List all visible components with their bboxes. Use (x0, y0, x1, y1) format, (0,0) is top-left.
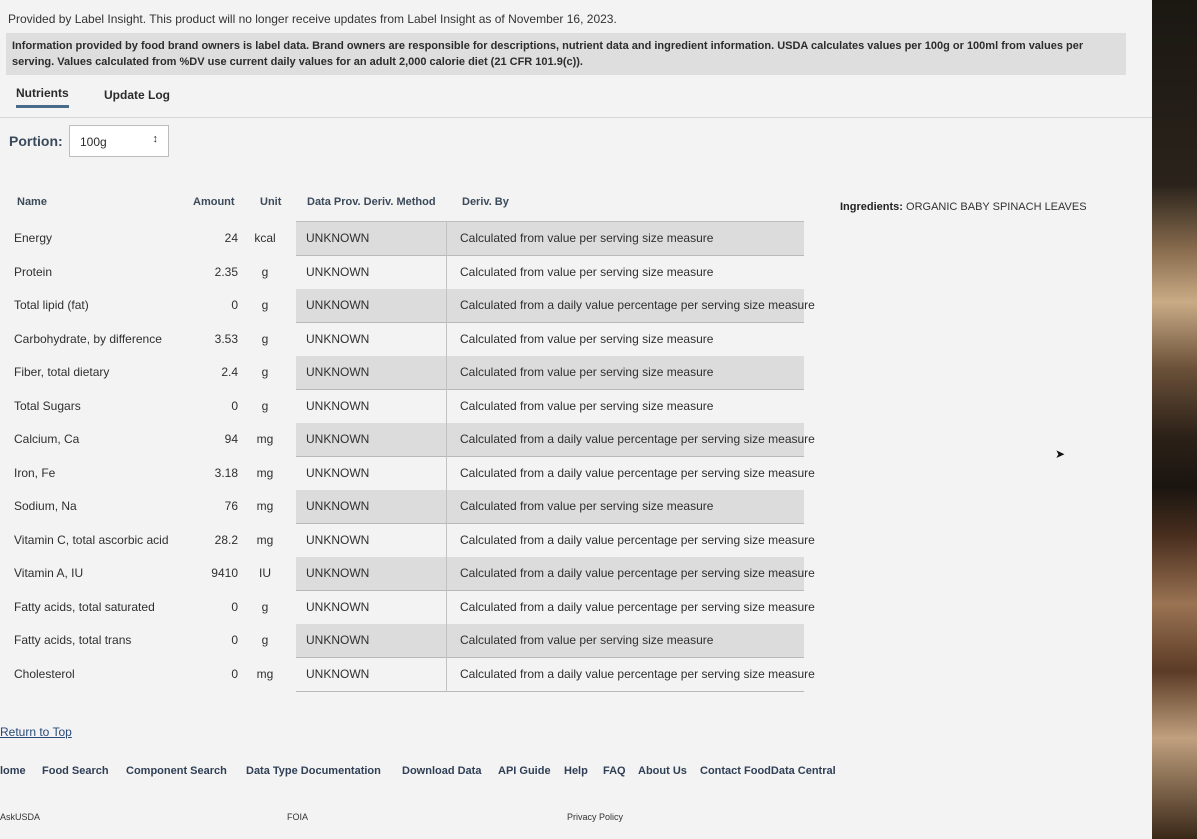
tabs-divider (0, 117, 1152, 118)
footer-link-contact[interactable]: Contact FoodData Central (700, 765, 836, 777)
nutrient-deriv-by: Calculated from a daily value percentage per serving size measure (460, 566, 815, 580)
footer-link-faq[interactable]: FAQ (603, 765, 626, 777)
nutrient-name: Total Sugars (14, 398, 81, 413)
nutrient-name: Vitamin C, total ascorbic acid (14, 532, 169, 547)
nutrient-unit: mg (256, 532, 274, 547)
table-row (0, 490, 810, 524)
nutrient-method: UNKNOWN (306, 432, 370, 446)
ingredients (840, 201, 1087, 213)
nutrient-deriv-by: Calculated from value per serving size measure (460, 231, 714, 245)
nutrient-unit: g (261, 633, 269, 647)
nutrient-method: UNKNOWN (306, 666, 370, 681)
nutrient-deriv-by: Calculated from value per serving size measure (460, 398, 714, 413)
nutrient-name: Fatty acids, total trans (14, 633, 132, 647)
table-row (0, 591, 815, 625)
ingredients-label: Ingredients: (840, 201, 903, 213)
select-arrows-icon: ↕ (152, 133, 158, 145)
table-row (0, 524, 815, 558)
return-to-top-link[interactable]: Return to Top (0, 725, 72, 739)
nutrient-amount: 2.35 (214, 264, 238, 279)
label-data-info-box: Information provided by food brand owners is label data. Brand owners are responsible for descriptions, nutrient data and ingredient information. USDA calculates values per 100g or 100ml from values per serving. Values calculated from %DV use current daily values for an adult 2,000 calorie diet (21 CFR 101.9(c)). (6, 33, 1126, 75)
footer-link-foia[interactable]: FOIA (287, 812, 309, 822)
nutrient-name: Total lipid (fat) (14, 298, 89, 312)
header-deriv-by: Deriv. By (462, 196, 509, 208)
nutrient-unit: mg (256, 465, 274, 480)
nutrient-amount: 9410 (211, 566, 238, 580)
nutrient-deriv-by: Calculated from value per serving size measure (460, 499, 714, 513)
footer-link-askusda[interactable]: AskUSDA (0, 812, 41, 822)
table-row (0, 356, 810, 390)
nutrient-method: UNKNOWN (306, 331, 370, 346)
nutrient-method: UNKNOWN (306, 298, 370, 312)
nutrient-method: UNKNOWN (306, 566, 370, 580)
column-divider (446, 490, 447, 524)
table-row (0, 390, 810, 424)
nutrient-amount: 3.18 (214, 465, 238, 480)
nutrient-method: UNKNOWN (306, 231, 370, 245)
nutrient-unit: g (261, 264, 269, 279)
nutrient-amount: 2.4 (221, 365, 238, 379)
table-row (0, 624, 810, 658)
nutrient-name: Energy (14, 231, 53, 245)
nutrient-amount: 0 (231, 633, 238, 647)
label-insight-notice: Provided by Label Insight. This product will no longer receive updates from Label Insight as of November 16, 2023. (8, 12, 617, 26)
table-row (0, 222, 810, 256)
nutrient-method: UNKNOWN (306, 465, 370, 480)
nutrient-name: Sodium, Na (14, 499, 77, 513)
nutrient-amount: 0 (231, 398, 238, 413)
table-row (0, 323, 810, 357)
nutrient-deriv-by: Calculated from a daily value percentage per serving size measure (460, 599, 815, 614)
nutrient-amount: 24 (224, 231, 238, 245)
nutrient-method: UNKNOWN (306, 264, 370, 279)
nutrient-deriv-by: Calculated from a daily value percentage per serving size measure (460, 532, 815, 547)
column-divider (446, 222, 447, 256)
nutrient-method: UNKNOWN (306, 599, 370, 614)
table-row (0, 423, 815, 457)
portion-label: Portion: (9, 133, 63, 149)
column-divider (446, 624, 447, 658)
table-row (0, 256, 810, 290)
nutrient-amount: 28.2 (214, 532, 238, 547)
column-divider (446, 256, 447, 290)
nutrient-unit: kcal (254, 231, 276, 245)
table-row (0, 457, 815, 491)
nutrient-deriv-by: Calculated from a daily value percentage per serving size measure (460, 432, 815, 446)
nutrient-amount: 0 (231, 666, 238, 681)
nutrient-name: Cholesterol (14, 666, 75, 681)
ingredients-value: ORGANIC BABY SPINACH LEAVES (906, 201, 1087, 213)
column-divider (446, 457, 447, 491)
nutrient-unit: g (261, 298, 269, 312)
footer-link-data-type-docs[interactable]: Data Type Documentation (246, 765, 381, 777)
nutrient-name: Vitamin A, IU (14, 566, 84, 580)
nutrient-amount: 0 (231, 298, 238, 312)
nutrient-name: Carbohydrate, by difference (14, 331, 162, 346)
nutrient-method: UNKNOWN (306, 398, 370, 413)
column-divider (446, 289, 447, 323)
column-divider (446, 323, 447, 357)
nutrient-method: UNKNOWN (306, 633, 370, 647)
nutrient-name: Calcium, Ca (14, 432, 80, 446)
portion-select[interactable] (69, 125, 169, 157)
footer-link-api-guide[interactable]: API Guide (498, 765, 551, 777)
footer-link-component-search[interactable]: Component Search (126, 765, 227, 777)
nutrient-name: Fatty acids, total saturated (14, 599, 155, 614)
column-divider (446, 591, 447, 625)
nutrient-deriv-by: Calculated from value per serving size measure (460, 365, 714, 379)
table-row (0, 658, 815, 692)
footer-link-food-search[interactable]: Food Search (42, 765, 109, 777)
nutrient-amount: 76 (224, 499, 238, 513)
nutrient-amount: 94 (224, 432, 238, 446)
column-divider (446, 423, 447, 457)
tab-update-log[interactable]: Update Log (104, 88, 170, 102)
nutrient-unit: g (261, 365, 269, 379)
mouse-cursor-icon: ➤ (1055, 447, 1066, 461)
nutrient-unit: mg (256, 499, 274, 513)
footer-link-help[interactable]: Help (564, 765, 588, 777)
footer-link-download-data[interactable]: Download Data (402, 765, 482, 777)
column-divider (446, 557, 447, 591)
nutrient-name: Fiber, total dietary (14, 365, 110, 379)
nutrient-unit: mg (256, 666, 274, 681)
nutrient-name: Protein (14, 264, 53, 279)
column-divider (446, 658, 447, 692)
column-divider (446, 356, 447, 390)
nutrient-deriv-by: Calculated from a daily value percentage per serving size measure (460, 465, 815, 480)
nutrient-method: UNKNOWN (306, 532, 370, 547)
footer-link-home[interactable]: lome (0, 765, 26, 777)
nutrient-name: Iron, Fe (14, 465, 56, 480)
nutrient-unit: g (261, 331, 269, 346)
nutrient-deriv-by: Calculated from value per serving size measure (460, 633, 714, 647)
footer-link-about-us[interactable]: About Us (638, 765, 687, 777)
nutrient-amount: 3.53 (214, 331, 238, 346)
portion-select-value: 100g (80, 135, 107, 149)
header-name: Name (17, 196, 47, 208)
header-method: Data Prov. Deriv. Method (307, 196, 436, 208)
tab-nutrients[interactable]: Nutrients (16, 86, 69, 108)
header-amount: Amount (193, 196, 235, 208)
nutrient-deriv-by: Calculated from a daily value percentage per serving size measure (460, 666, 815, 681)
nutrient-unit: g (261, 398, 269, 413)
column-divider (446, 524, 447, 558)
desk-background (1152, 0, 1197, 839)
footer-link-privacy[interactable]: Privacy Policy (567, 812, 624, 822)
nutrient-unit: IU (259, 566, 271, 580)
table-row (0, 289, 815, 323)
row-divider (296, 691, 804, 692)
nutrient-deriv-by: Calculated from value per serving size measure (460, 264, 714, 279)
nutrient-method: UNKNOWN (306, 365, 370, 379)
header-unit: Unit (260, 196, 282, 208)
nutrient-deriv-by: Calculated from a daily value percentage per serving size measure (460, 298, 815, 312)
table-row (0, 557, 815, 591)
nutrient-unit: g (261, 599, 269, 614)
nutrient-method: UNKNOWN (306, 499, 370, 513)
nutrient-deriv-by: Calculated from value per serving size measure (460, 331, 714, 346)
nutrient-amount: 0 (231, 599, 238, 614)
nutrient-unit: mg (256, 432, 274, 446)
column-divider (446, 390, 447, 424)
